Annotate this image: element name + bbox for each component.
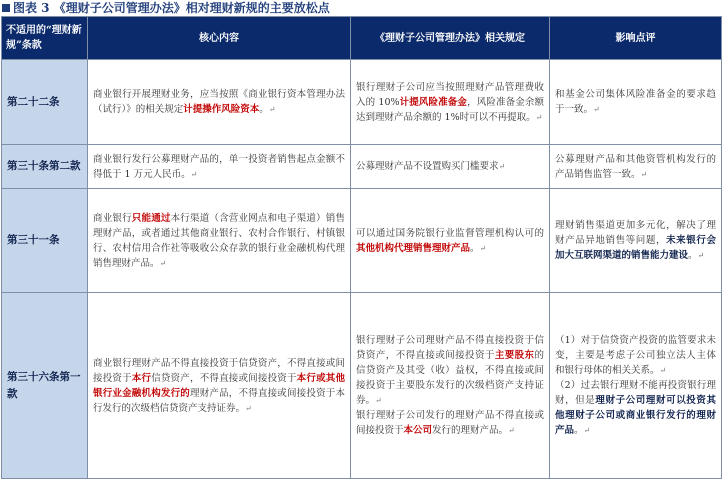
return-mark: ↵: [535, 112, 543, 122]
highlight-text: 本行或其他银行业金融机构发行的: [93, 372, 345, 399]
core-cell: [88, 293, 351, 479]
text-segment: 和基金公司集体风险准备金的要求趋于一致。: [555, 89, 716, 115]
text-segment: 可以通过国务院银行业监督管理机构认可的: [356, 227, 544, 239]
highlight-text: 本公司: [403, 425, 433, 436]
text-segment: 。: [574, 425, 584, 436]
text-segment: 信贷资产，不得直接或间接投资于: [151, 372, 297, 384]
core-text: [93, 87, 345, 117]
highlight-text: 只能通过: [131, 212, 171, 224]
rule-text: [356, 333, 544, 438]
core-text: [93, 211, 345, 271]
clause-cell: 第二十二条: [2, 60, 88, 145]
text-segment: ，风险准备金余额达到理财产品余额的 1%时可以不再提取。: [356, 96, 544, 123]
rule-text: [356, 159, 544, 174]
table-row: [2, 145, 722, 189]
clause-cell: 第三十条第二款: [2, 145, 88, 189]
core-text: [93, 356, 345, 416]
return-mark: ↵: [190, 169, 198, 179]
return-mark: ↵: [659, 366, 667, 375]
text-segment: 理财销售渠道更加多元化，解决了理财产品异地销售等问题，: [555, 220, 716, 246]
highlight-text: 主要股东: [494, 350, 535, 361]
text-segment: 的信贷资产及其受（收）益权，不得直接或间接投资于主要股东发行的次级档资产支持证券。: [356, 350, 544, 406]
core-text: [93, 152, 345, 182]
clause-cell: 第三十一条: [2, 189, 88, 293]
return-mark: ↵: [375, 396, 382, 405]
impact-text: [555, 218, 716, 263]
header-core: 核心内容: [88, 17, 351, 60]
rule-text: [356, 226, 544, 256]
core-cell: [88, 189, 351, 293]
return-mark: ↵: [479, 243, 487, 253]
core-cell: [88, 60, 351, 145]
text-segment: 公募理财产品不设置购买门槛要求: [356, 161, 499, 172]
table-header-row: [2, 17, 722, 60]
text-segment: 商业银行开展理财业务，应当按照《商业银行资本管理办法（试行）》的相关规定: [93, 89, 345, 115]
rule-cell: [351, 60, 550, 145]
text-segment: 。: [688, 250, 698, 261]
return-mark: ↵: [508, 426, 515, 435]
text-segment: 公募理财产品和其他资管机构发行的产品销售监管一致。: [555, 153, 716, 180]
text-segment: （1）对于信贷资产投资的监管要求未变，主要是考虑子公司独立法人主体和银行母体的相关关系。: [555, 335, 716, 376]
impact-text: [555, 333, 716, 438]
square-bullet-icon: [2, 4, 10, 12]
highlight-text: 计提风险准备金: [399, 96, 468, 108]
return-mark: ↵: [640, 169, 648, 179]
text-segment: （2）过去银行理财不能再投资银行理财，但是: [555, 380, 716, 406]
text-segment: 。: [259, 104, 269, 115]
table-row: [2, 60, 722, 145]
return-mark: ↵: [245, 403, 252, 413]
impact-text: [555, 87, 716, 117]
return-mark: ↵: [583, 426, 591, 435]
figure-title: [0, 0, 722, 16]
text-segment: 商业银行理财产品不得直接投资于信贷资产，不得直接或间接投资于: [93, 357, 345, 384]
header-clause: 不适用的“理财新规”条款: [2, 17, 88, 60]
emphasis-text: 未来银行会加大互联网渠道的销售能力建设: [555, 235, 716, 261]
return-mark: ↵: [268, 105, 276, 114]
text-segment: 。: [470, 242, 480, 254]
impact-cell: [550, 293, 722, 479]
return-mark: ↵: [498, 162, 506, 171]
highlight-text: 计提操作风险资本: [183, 104, 260, 115]
return-mark: ↵: [159, 258, 167, 268]
text-segment: 理财产品，不得直接或间接投资于本行发行的次级档信贷资产支持证券。: [93, 387, 345, 414]
text-segment: 商业银行: [93, 212, 132, 224]
impact-cell: [550, 189, 722, 293]
impact-cell: [550, 60, 722, 145]
rule-cell: [351, 189, 550, 293]
table-row: [2, 293, 722, 479]
emphasis-text: 理财子公司理财可以投资其他理财子公司或商业银行发行的理财产品: [555, 395, 716, 436]
core-cell: [88, 145, 351, 189]
text-segment: 商业银行发行公募理财产品的，单一投资者销售起点金额不得低于 1 万元人民币。: [93, 153, 345, 180]
return-mark: ↵: [697, 251, 705, 260]
table-row: [2, 189, 722, 293]
highlight-text: 本行: [131, 372, 152, 384]
text-segment: 银行理财子公司理财产品不得直接投资于信贷资产，不得直接或间接投资于: [356, 335, 544, 361]
impact-cell: [550, 145, 722, 189]
impact-text: [555, 152, 716, 182]
text-segment: 银行理财子公司发行的理财产品不得直接或间接投资于: [356, 410, 544, 436]
clause-cell: 第三十六条第一款: [2, 293, 88, 479]
comparison-table: [1, 16, 722, 479]
return-mark: ↵: [593, 105, 600, 114]
rule-text: [356, 80, 544, 125]
header-rule: 《理财子公司管理办法》相关规定: [351, 17, 550, 60]
text-segment: 本行渠道（含营业网点和电子渠道）销售理财产品，或者通过其他商业银行、农村合作银行、村镇银行、农村信用合作社等吸收公众存款的银行业金融机构代理销售理财产品。: [93, 212, 345, 269]
text-segment: 银行理财子公司应当按照理财产品管理费收入的 10%: [356, 81, 544, 108]
rule-cell: [351, 293, 550, 479]
figure-title-text: 图表 3 《理财子公司管理办法》相对理财新规的主要放松点: [13, 1, 330, 15]
rule-cell: [351, 145, 550, 189]
highlight-text: 其他机构代理销售理财产品: [356, 242, 471, 254]
text-segment: 发行的理财产品。: [432, 425, 509, 436]
header-impact: 影响点评: [550, 17, 722, 60]
